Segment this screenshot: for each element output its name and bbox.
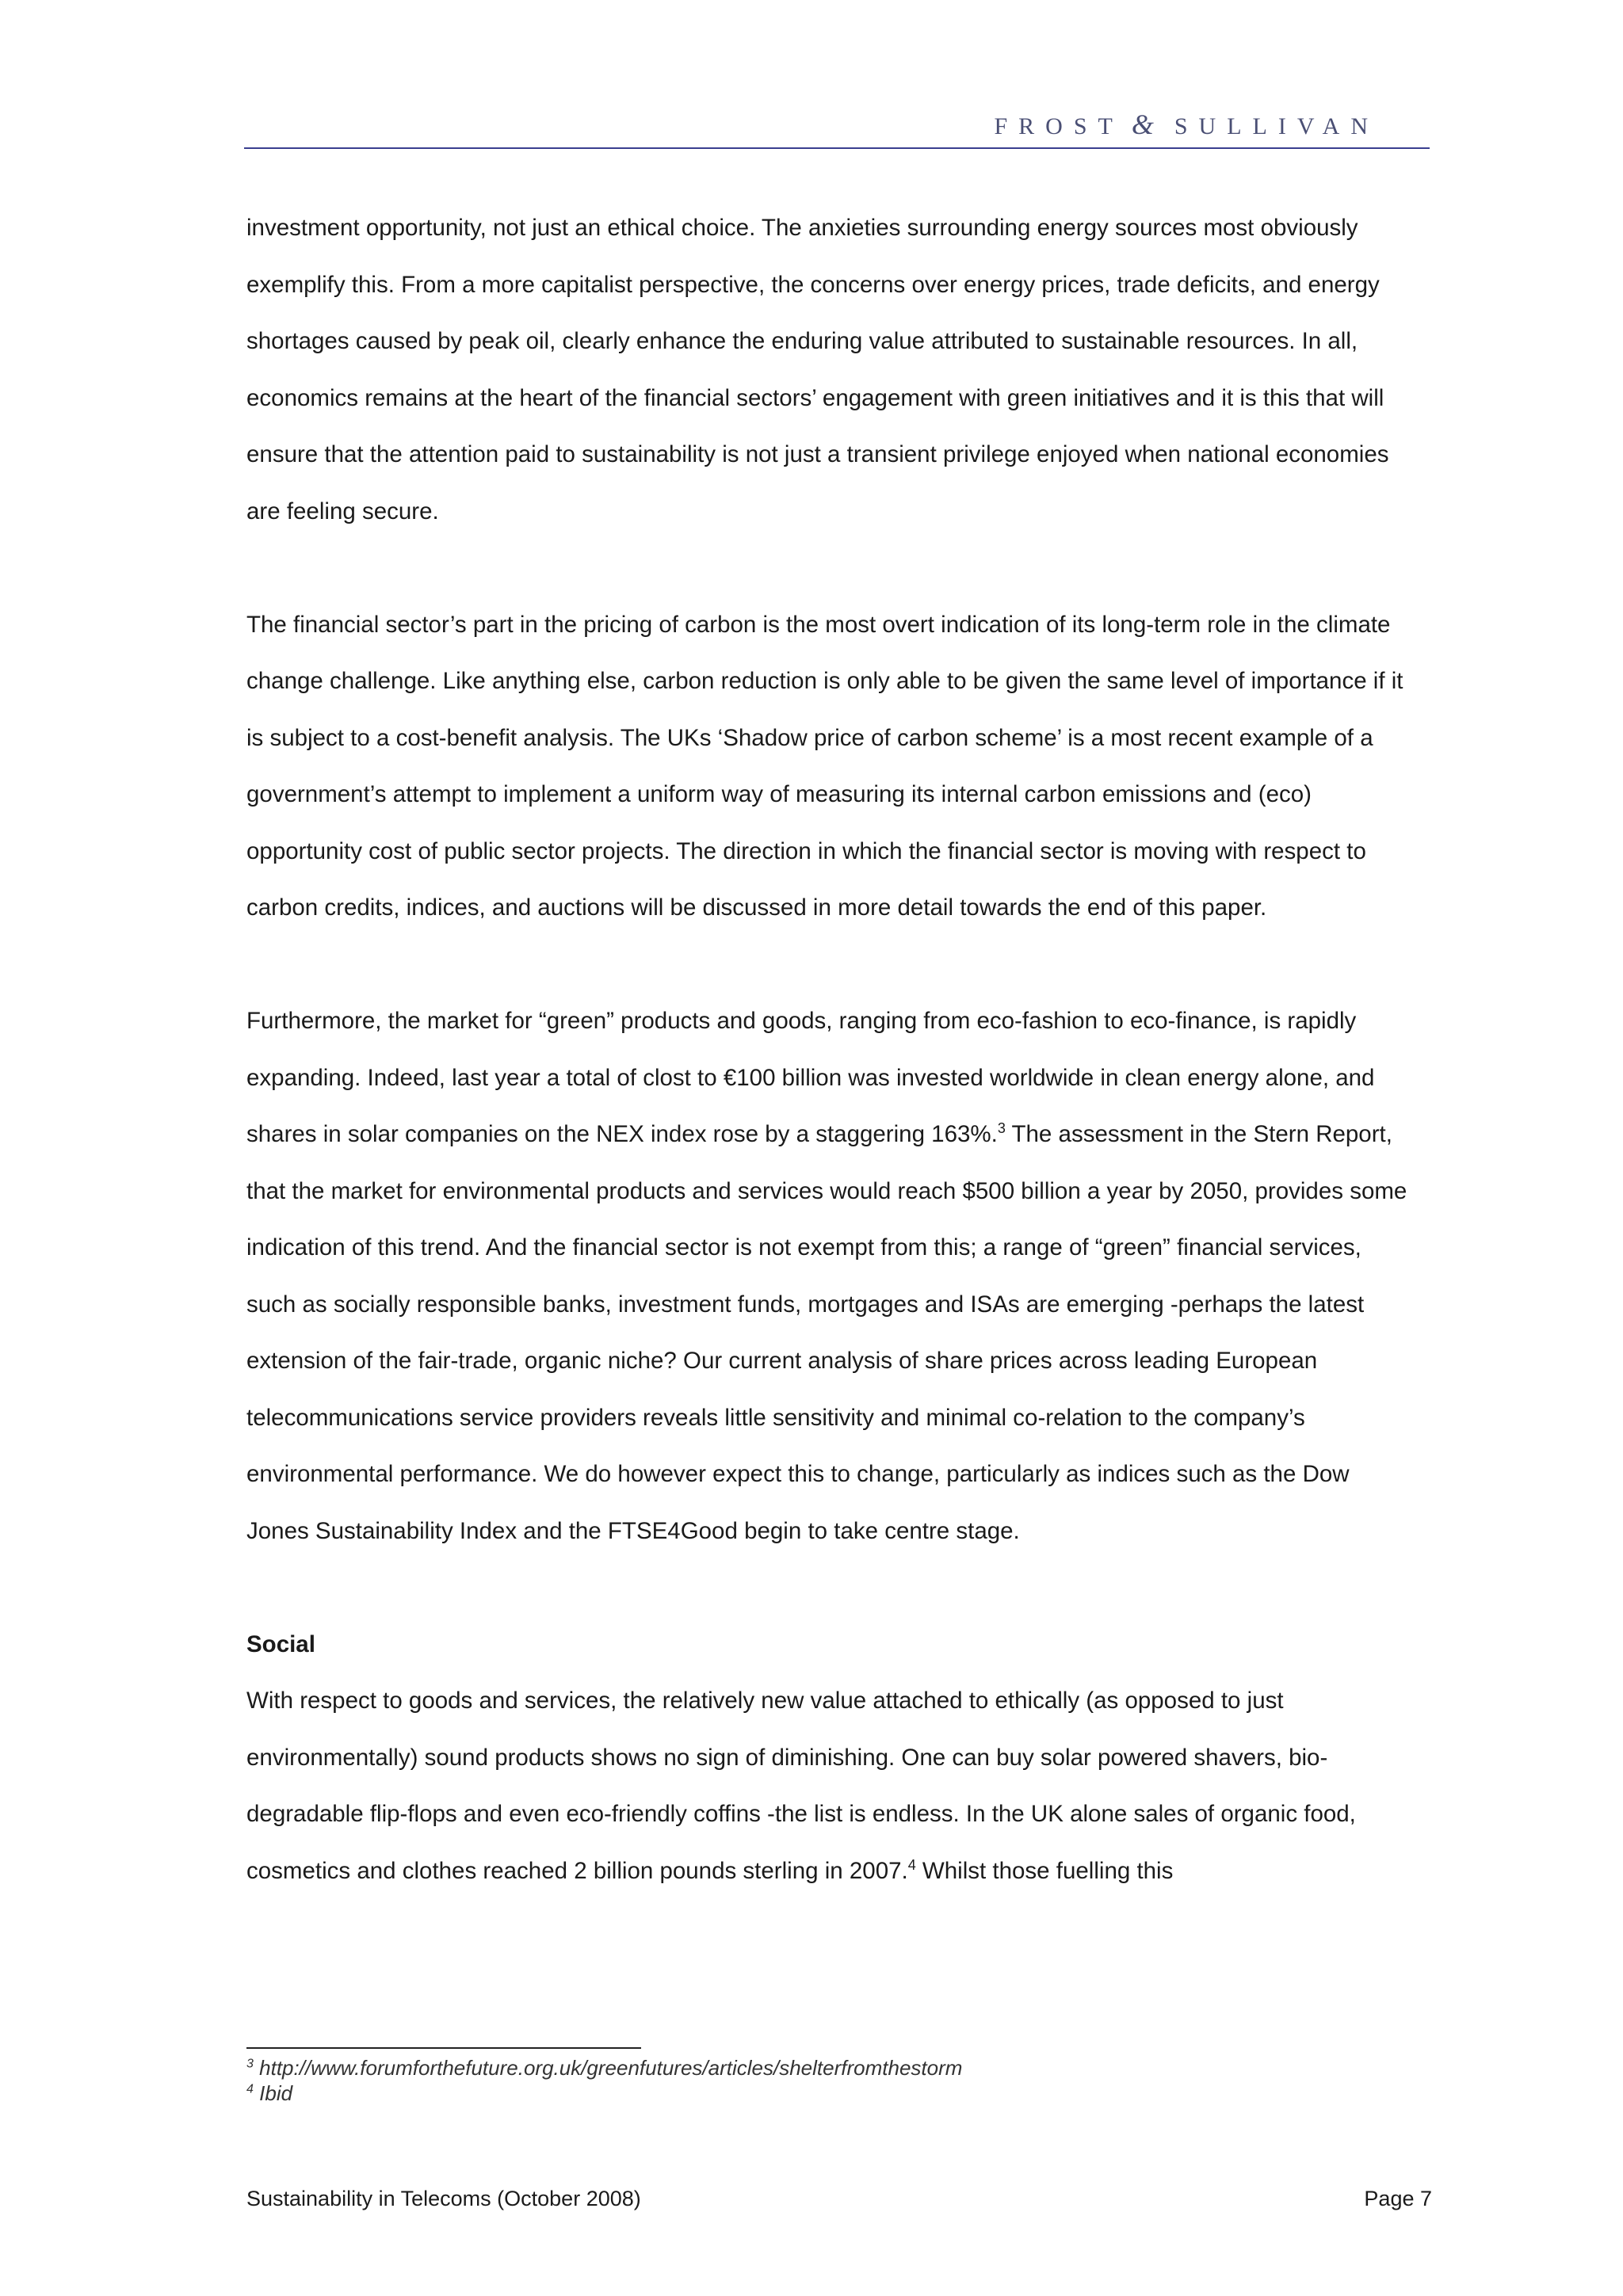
footnote-number: 4 [246, 2082, 254, 2096]
footnote-ref-4[interactable]: 4 [907, 1856, 916, 1873]
paragraph-4-part-a: With respect to goods and services, the relatively new value attached to ethically (as opposed to just environmentally) sound products shows no sign of diminishing. One can buy solar powered shavers, bio-degradable flip-flops and even eco-friendly coffins -the list is endless. In the UK alone sales of organic food, cosmetics and clothes reached 2 billion pounds sterling in 2007. [246, 1688, 1356, 1884]
paragraph-gap [246, 1559, 1411, 1616]
paragraph-gap [246, 936, 1411, 994]
brand-logo [872, 108, 1379, 141]
footnote-3 [246, 2055, 1411, 2081]
page-footer [246, 2187, 1432, 2211]
paragraph-4-part-b: Whilst those fuelling this [915, 1857, 1174, 1884]
paragraph-3-part-a: Furthermore, the market for “green” products and goods, ranging from eco-fashion to eco-finance, is rapidly expanding. Indeed, last year a total of clost to €100 billion was invested worldwide in clean energy alone, and shares in solar companies on the NEX index rose by a staggering 163%. [246, 1008, 1375, 1147]
footnote-link[interactable]: http://www.forumforthefuture.org.uk/greenfutures/articles/shelterfromthestorm [259, 2056, 963, 2080]
body-text [246, 200, 1411, 1899]
paragraph-4 [246, 1672, 1411, 1899]
paragraph-3-part-b: The assessment in the Stern Report, that the market for environmental products and services would reach $500 billion a year by 2050, provides some indication of this trend. And the financial sector is not exempt from this; a range of “green” financial services, such as socially responsible banks, investment funds, mortgages and ISAs are emerging -perhaps the latest extension of the fair-trade, organic niche? Our current analysis of share prices across leading European telecommunications service providers reveals little sensitivity and minimal co-relation to the company’s environmental performance. We do however expect this to change, particularly as indices such as the Dow Jones Sustainability Index and the FTSE4Good begin to take centre stage. [246, 1121, 1407, 1544]
brand-ampersand: & [1131, 109, 1154, 140]
footnote-rule [246, 2047, 641, 2049]
footnote-ref-3[interactable]: 3 [997, 1120, 1006, 1137]
brand-frost: FROST [994, 113, 1124, 139]
header-rule [244, 147, 1430, 149]
footer-title: Sustainability in Telecoms (October 2008) [246, 2187, 641, 2210]
footnote-4 [246, 2081, 1411, 2106]
paragraph-gap [246, 540, 1411, 597]
brand-sullivan: SULLIVAN [1174, 113, 1379, 139]
footnote-number: 3 [246, 2057, 254, 2071]
paragraph-2: The financial sector’s part in the pricing of carbon is the most overt indication of its long-term role in the climate change challenge. Like anything else, carbon reduction is only able to be given the same level of importance if it is subject to a cost-benefit analysis. The UKs ‘Shadow price of carbon scheme’ is a most recent example of a government’s attempt to implement a uniform way of measuring its internal carbon emissions and (eco) opportunity cost of public sector projects. The direction in which the financial sector is moving with respect to carbon credits, indices, and auctions will be discussed in more detail towards the end of this paper. [246, 611, 1403, 921]
section-heading-social: Social [246, 1630, 315, 1657]
paragraph-1: investment opportunity, not just an ethical choice. The anxieties surrounding energy sources most obviously exemplify this. From a more capitalist perspective, the concerns over energy prices, trade deficits, and energy shortages caused by peak oil, clearly enhance the enduring value attributed to sustainable resources. In all, economics remains at the heart of the financial sectors’ engagement with green initiatives and it is this that will ensure that the attention paid to sustainability is not just a transient privilege enjoyed when national economies are feeling secure. [246, 215, 1389, 524]
paragraph-3 [246, 993, 1411, 1559]
footnotes [246, 2055, 1411, 2106]
footnote-text: Ibid [259, 2081, 293, 2105]
page-number: Page 7 [1364, 2187, 1432, 2210]
